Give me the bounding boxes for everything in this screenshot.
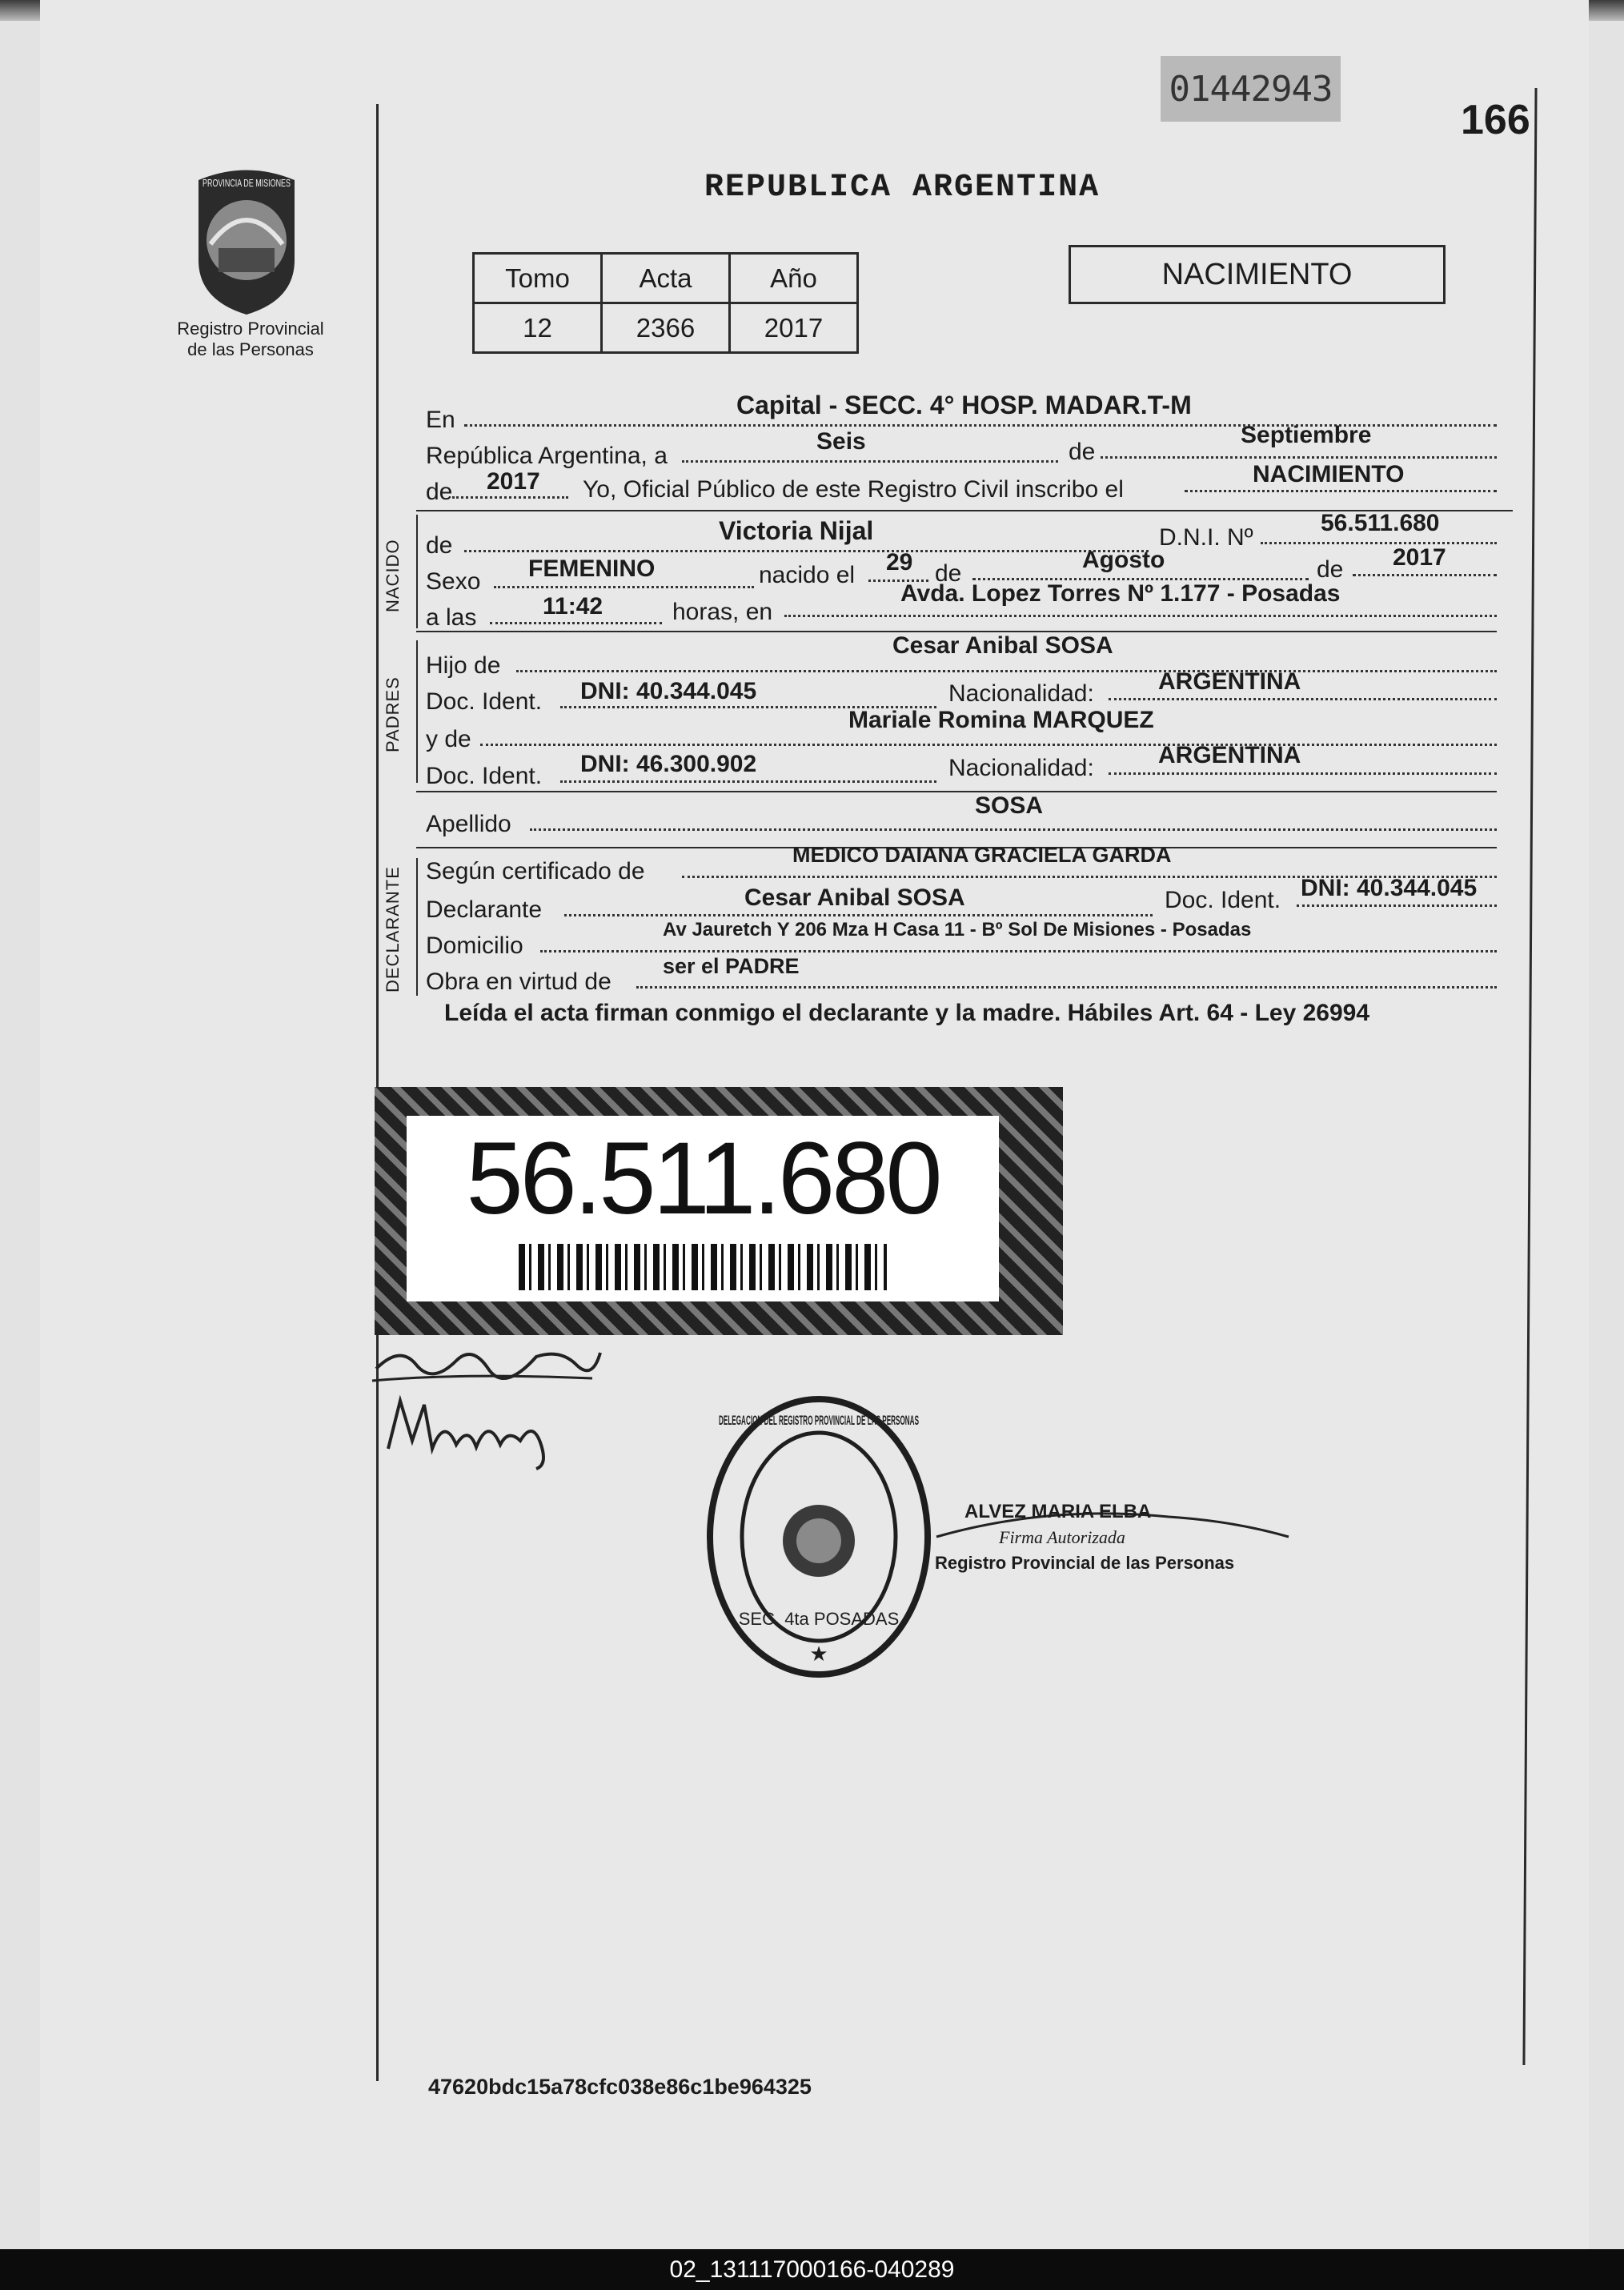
dotted-line [1101, 456, 1497, 459]
seal-center-text: SEC. 4ta POSADAS [738, 1609, 900, 1629]
label-nacido-el: nacido el [759, 562, 856, 588]
label-en: En [426, 407, 455, 433]
label-doc-ident-father: Doc. Ident. [426, 688, 543, 715]
label-dni: D.N.I. Nº [1159, 524, 1253, 551]
dotted-line [784, 615, 1497, 617]
value-surname: SOSA [975, 792, 1044, 819]
value-birth-month: Agosto [1082, 547, 1165, 573]
handwritten-signature-mother [380, 1385, 564, 1473]
value-birth-day: 29 [886, 549, 913, 576]
dotted-line [682, 460, 1058, 463]
dotted-line [516, 670, 1497, 672]
label-sexo: Sexo [426, 568, 481, 595]
official-name: ALVEZ MARIA ELBA [964, 1501, 1152, 1522]
value-act-kind: NACIMIENTO [1253, 461, 1405, 487]
dotted-line [490, 622, 662, 624]
dotted-line [1109, 772, 1497, 775]
label-declarante: Declarante [426, 896, 543, 923]
value-father-doc: DNI: 40.344.045 [580, 678, 757, 704]
dotted-line [564, 914, 1153, 916]
official-role: Firma Autorizada [999, 1527, 1125, 1547]
value-day-word: Seis [816, 428, 866, 455]
dotted-line [1353, 574, 1497, 576]
official-office: Registro Provincial de las Personas [935, 1553, 1235, 1573]
label-yo-oficial: Yo, Oficial Público de este Registro Civil inscribo el [583, 476, 1124, 503]
barcode-bars-icon [519, 1244, 887, 1290]
closing-statement: Leída el acta firman conmigo el declarante y la madre. Hábiles Art. 64 - Ley 26994 [444, 1000, 1370, 1026]
label-de-anio: de [1317, 556, 1344, 583]
label-republica: República Argentina, a [426, 443, 668, 469]
value-declarant-doc: DNI: 40.344.045 [1301, 875, 1478, 901]
barcode-sticker [375, 1087, 1063, 1335]
registry-logo-label: Registro Provincial de las Personas [177, 319, 324, 359]
svg-text:★: ★ [809, 1642, 828, 1666]
dotted-line [1297, 904, 1497, 907]
value-declarant-name: Cesar Anibal SOSA [744, 884, 965, 911]
dotted-line [494, 586, 754, 588]
dotted-line [480, 744, 1497, 746]
document-hash: 47620bdc15a78cfc038e86c1be964325 [428, 2075, 812, 2099]
section-label-nacido: NACIDO [383, 539, 403, 612]
value-mother-nationality: ARGENTINA [1158, 742, 1301, 768]
dotted-line [560, 780, 936, 783]
value-mother-name: Mariale Romina MARQUEZ [848, 707, 1154, 733]
table-value-cell: 2017 [730, 303, 858, 353]
label-nationality-father: Nacionalidad: [948, 680, 1094, 707]
value-sex: FEMENINO [528, 555, 656, 582]
table-value-cell: 12 [474, 303, 602, 353]
label-de-name: de [426, 532, 453, 559]
table-value-row [474, 303, 858, 353]
label-y-de: y de [426, 726, 471, 752]
value-father-nationality: ARGENTINA [1158, 668, 1301, 695]
country-title: REPUBLICA ARGENTINA [704, 170, 1101, 206]
page-number: 166 [1461, 97, 1530, 143]
label-domicilio: Domicilio [426, 932, 523, 959]
label-apellido: Apellido [426, 811, 511, 837]
value-child-name: Victoria Nijal [719, 516, 874, 545]
section-label-declarante: DECLARANTE [383, 866, 403, 993]
label-de: de [1069, 439, 1096, 465]
barcode-number: 56.511.680 [466, 1121, 940, 1236]
dotted-line [636, 986, 1497, 989]
value-father-name: Cesar Anibal SOSA [892, 632, 1113, 659]
value-certificate-by: MEDICO DAIANA GRACIELA GARDA [792, 843, 1172, 867]
label-nationality-mother: Nacionalidad: [948, 755, 1094, 781]
table-value-cell: 2366 [602, 303, 730, 353]
province-coat-of-arms-icon [182, 164, 311, 316]
table-header-cell: Año [730, 254, 858, 303]
registry-seal-stamp-icon [703, 1393, 935, 1681]
dotted-line [1185, 490, 1497, 492]
value-birth-year: 2017 [1393, 544, 1446, 571]
value-mother-doc: DNI: 46.300.902 [580, 751, 757, 777]
control-number-stamp: 01442943 [1161, 56, 1341, 122]
label-de-year: de [426, 479, 453, 505]
dotted-line [452, 496, 568, 499]
dotted-line [1261, 542, 1497, 544]
value-child-dni: 56.511.680 [1321, 510, 1440, 536]
section-divider [416, 791, 1497, 792]
dotted-line [530, 828, 1497, 831]
label-a-las: a las [426, 604, 477, 631]
label-hijo-de: Hijo de [426, 652, 501, 679]
logo-ring-text: PROVINCIA DE MISIONES [202, 177, 291, 189]
value-birth-time: 11:42 [543, 593, 603, 620]
table-header-cell: Tomo [474, 254, 602, 303]
label-horas-en: horas, en [672, 599, 773, 625]
dotted-line [464, 550, 1149, 552]
value-year: 2017 [487, 468, 540, 495]
section-bracket-declarante [416, 858, 418, 996]
tomo-acta-anio-table [472, 252, 859, 354]
label-obra-en-virtud: Obra en virtud de [426, 969, 612, 995]
act-type-box: NACIMIENTO [1069, 245, 1446, 304]
label-segun-certificado: Según certificado de [426, 858, 645, 884]
section-label-padres: PADRES [383, 676, 403, 752]
section-bracket-nacido [416, 515, 418, 628]
dotted-line [1109, 698, 1497, 700]
value-by-virtue-of: ser el PADRE [663, 954, 800, 978]
table-header-row [474, 254, 858, 303]
scan-footer-id: 02_131117000166-040289 [0, 2249, 1624, 2290]
table-header-cell: Acta [602, 254, 730, 303]
value-month-word: Septiembre [1241, 422, 1372, 448]
label-de-month: de [935, 560, 962, 587]
barcode-label [407, 1116, 999, 1301]
section-bracket-padres [416, 640, 418, 783]
value-place: Capital - SECC. 4° HOSP. MADAR.T-M [736, 391, 1192, 419]
label-doc-ident-mother: Doc. Ident. [426, 763, 543, 789]
label-doc-ident-declarant: Doc. Ident. [1165, 887, 1281, 913]
value-birth-place: Avda. Lopez Torres Nº 1.177 - Posadas [900, 580, 1341, 607]
dotted-line [540, 950, 1497, 952]
seal-ring-text: DELEGACION DEL REGISTRO PROVINCIAL DE LAS PERSONAS [719, 1413, 919, 1428]
value-address: Av Jauretch Y 206 Mza H Casa 11 - Bº Sol De Misiones - Posadas [663, 919, 1252, 940]
